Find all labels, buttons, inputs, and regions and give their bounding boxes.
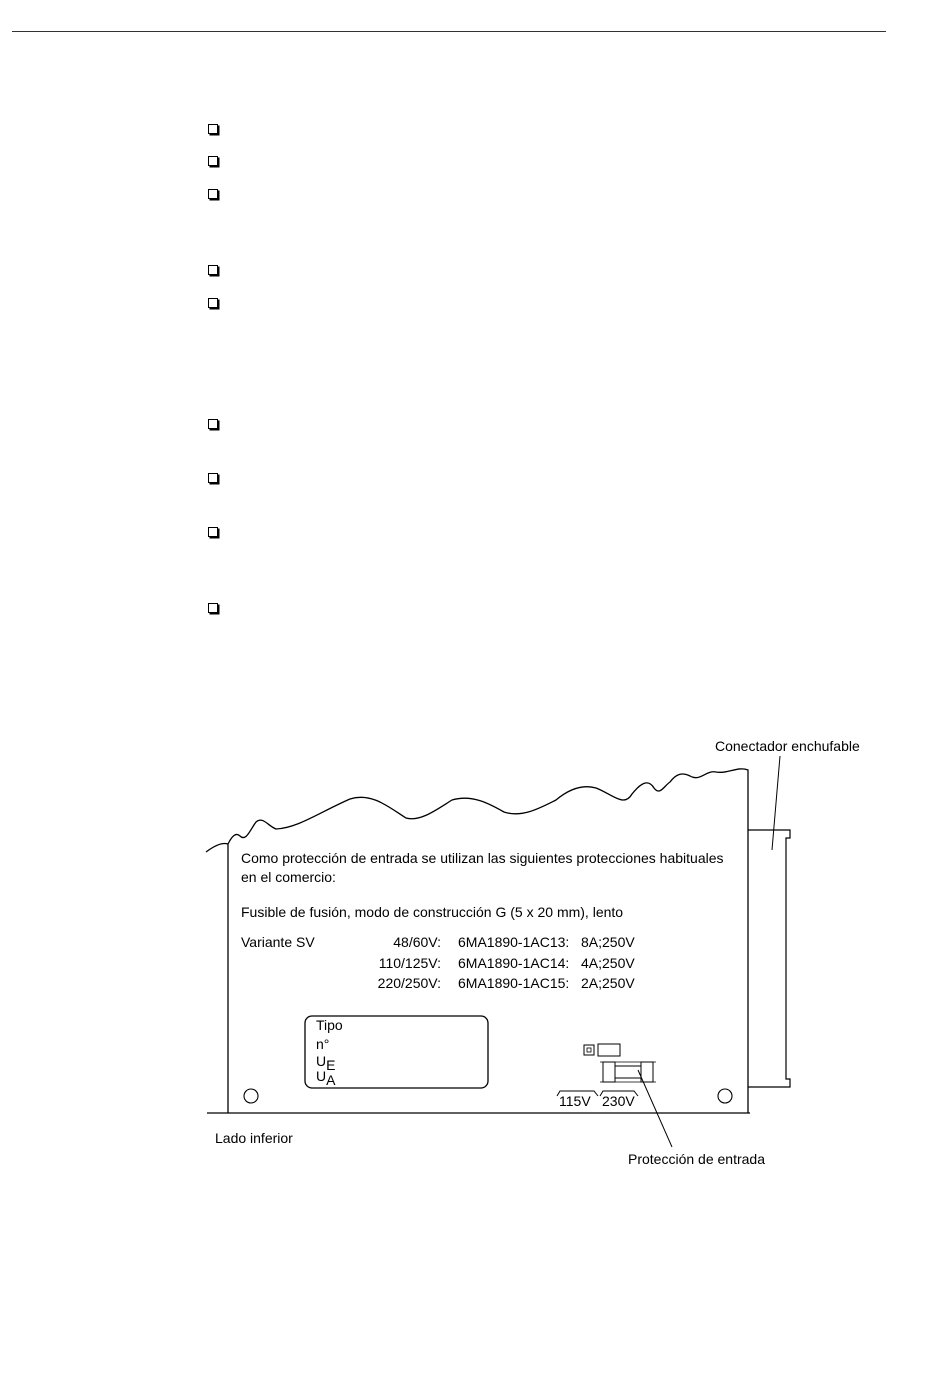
mounting-hole-left bbox=[244, 1089, 258, 1103]
jumper-label-115v: 115V bbox=[559, 1093, 591, 1109]
fuse-leader bbox=[638, 1070, 672, 1147]
nameplate-ua-main: U bbox=[316, 1068, 327, 1084]
part-row-1: 6MA1890-1AC13: bbox=[458, 934, 570, 950]
label-line-2: en el comercio: bbox=[241, 869, 336, 885]
tear-left bbox=[206, 843, 228, 852]
voltage-row-3: 220/250V: bbox=[377, 975, 441, 991]
nameplate-ue-main: U bbox=[316, 1053, 327, 1069]
led-indicator-inner bbox=[587, 1048, 591, 1052]
part-row-2: 6MA1890-1AC14: bbox=[458, 955, 570, 971]
jumper-label-230v: 230V bbox=[602, 1093, 635, 1109]
bottom-side-label: Lado inferior bbox=[215, 1130, 293, 1146]
nameplate-ua-sub: A bbox=[326, 1072, 336, 1088]
nameplate-ue-sub: E bbox=[326, 1057, 336, 1073]
component-block bbox=[598, 1044, 620, 1056]
nameplate-no: n° bbox=[316, 1036, 330, 1052]
connector-outline bbox=[748, 830, 790, 1087]
nameplate-tipo: Tipo bbox=[316, 1017, 343, 1033]
label-line-3: Fusible de fusión, modo de construcción G (5 x 20 mm), lento bbox=[241, 904, 624, 920]
led-indicator bbox=[584, 1045, 594, 1055]
label-line-1: Como protección de entrada se utilizan las siguientes protecciones habituales bbox=[241, 850, 724, 866]
variant-label: Variante SV bbox=[241, 934, 315, 950]
input-protection-label: Protección de entrada bbox=[628, 1151, 765, 1167]
rating-row-3: 2A;250V bbox=[581, 975, 635, 991]
fuse-holder bbox=[600, 1062, 656, 1082]
voltage-row-1: 48/60V: bbox=[393, 934, 441, 950]
connector-label: Conectador enchufable bbox=[715, 738, 860, 754]
rating-row-2: 4A;250V bbox=[581, 955, 635, 971]
part-row-3: 6MA1890-1AC15: bbox=[458, 975, 570, 991]
voltage-row-2: 110/125V: bbox=[378, 955, 441, 971]
rating-row-1: 8A;250V bbox=[581, 934, 635, 950]
mounting-hole-right bbox=[718, 1089, 732, 1103]
connector-leader bbox=[772, 756, 780, 850]
